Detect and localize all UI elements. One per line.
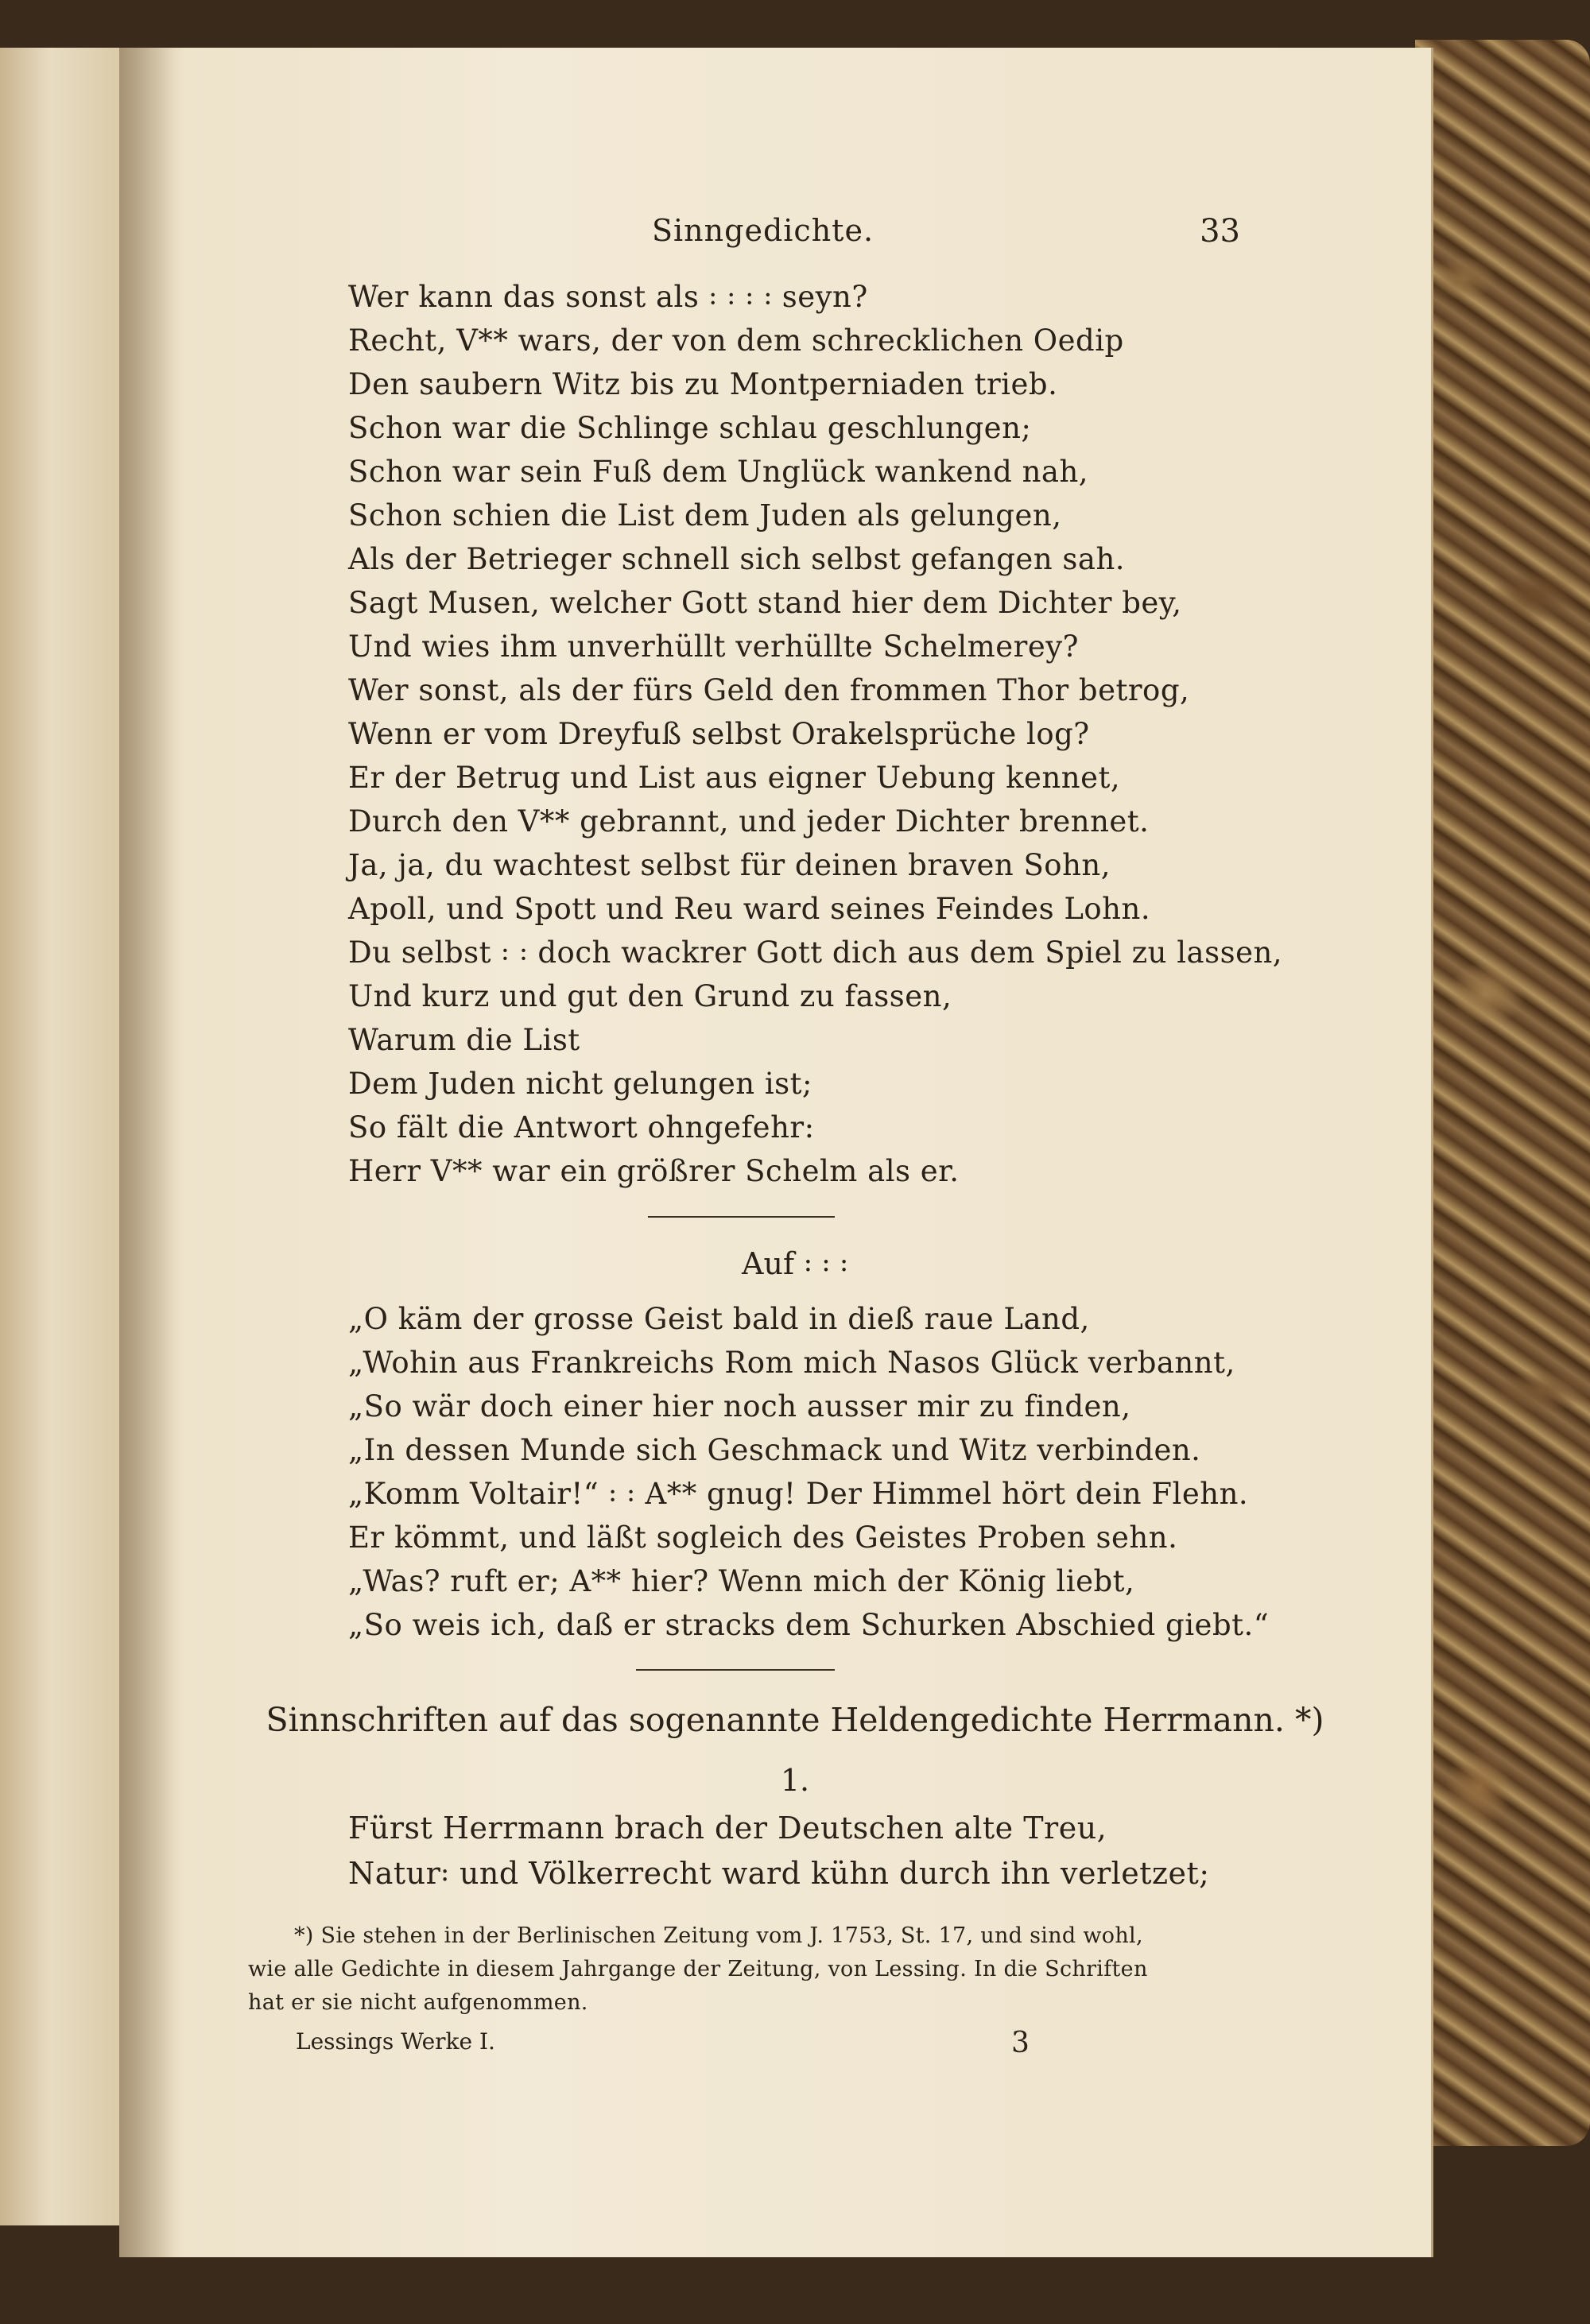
poem-line: Natur꞉ und Völkerrecht ward kühn durch ihn verletzet; <box>348 1856 1210 1891</box>
poem-line: „Wohin aus Frankreichs Rom mich Nasos Glück verbannt, <box>348 1346 1235 1380</box>
poem-line: Den saubern Witz bis zu Montperniaden trieb. <box>348 367 1058 401</box>
section-divider <box>648 1216 835 1218</box>
section-number: 1. <box>780 1763 810 1798</box>
section-heading: Sinnschriften auf das sogenannte Heldengedichte Herrmann. *) <box>266 1701 1324 1739</box>
poem-line: Fürst Herrmann brach der Deutschen alte Treu, <box>348 1811 1107 1846</box>
poem-line: Ja, ja, du wachtest selbst für deinen braven Sohn, <box>348 848 1111 882</box>
poem-line: Sagt Musen, welcher Gott stand hier dem Dichter bey, <box>348 586 1182 620</box>
poem-line: Und kurz und gut den Grund zu fassen, <box>348 979 952 1013</box>
poem-line: Er kömmt, und läßt sogleich des Geistes Proben sehn. <box>348 1520 1178 1555</box>
poem-line: „Komm Voltair!“ ꞉ ꞉ A** gnug! Der Himmel hört dein Flehn. <box>348 1477 1249 1511</box>
poem-line: Und wies ihm unverhüllt verhüllte Schelmerey? <box>348 629 1079 664</box>
poem-line: Wenn er vom Dreyfuß selbst Orakelsprüche log? <box>348 717 1090 751</box>
page-gutter-shadow <box>119 48 175 2257</box>
poem-line: „So weis ich, daß er stracks dem Schurken Abschied giebt.“ <box>348 1608 1270 1642</box>
poem-line: Schon war sein Fuß dem Unglück wankend nah, <box>348 455 1089 489</box>
section-divider <box>636 1669 835 1671</box>
poem-line: „Was? ruft er; A** hier? Wenn mich der König liebt, <box>348 1564 1135 1598</box>
poem-line: So fält die Antwort ohngefehr: <box>348 1110 815 1145</box>
poem-line: Du selbst ꞉ ꞉ doch wackrer Gott dich aus dem Spiel zu lassen, <box>348 935 1283 970</box>
poem-line: Herr V** war ein größrer Schelm als er. <box>348 1154 960 1188</box>
sheet-number: 3 <box>1011 2027 1030 2059</box>
poem-line: „O käm der grosse Geist bald in dieß raue Land, <box>348 1302 1090 1336</box>
poem-line: Wer kann das sonst als ꞉ ꞉ ꞉ ꞉ seyn? <box>348 280 868 314</box>
footnote-line: *) Sie stehen in der Berlinischen Zeitung vom J. 1753, St. 17, und sind wohl, <box>294 1923 1143 1948</box>
poem-line: Schon schien die List dem Juden als gelungen, <box>348 498 1062 533</box>
poem-2-title: Auf ꞉ ꞉ ꞉ <box>742 1246 848 1281</box>
poem-line: Wer sonst, als der fürs Geld den frommen Thor betrog, <box>348 673 1190 707</box>
footnote-line: hat er sie nicht aufgenommen. <box>248 1990 588 2015</box>
poem-line: Apoll, und Spott und Reu ward seines Feindes Lohn. <box>348 892 1151 926</box>
poem-line: Recht, V** wars, der von dem schrecklichen Oedip <box>348 323 1124 358</box>
poem-line: Durch den V** gebrannt, und jeder Dichter brennet. <box>348 804 1150 839</box>
poem-line: Warum die List <box>348 1023 580 1057</box>
poem-line: Als der Betrieger schnell sich selbst gefangen sah. <box>348 542 1126 576</box>
page-number: 33 <box>1200 213 1240 250</box>
footnote-line: wie alle Gedichte in diesem Jahrgange der Zeitung, von Lessing. In die Schriften <box>248 1957 1148 1981</box>
poem-line: Er der Betrug und List aus eigner Uebung kennet, <box>348 761 1121 795</box>
poem-line: „So wär doch einer hier noch ausser mir zu finden, <box>348 1389 1131 1423</box>
facing-page-edge <box>0 48 127 2225</box>
poem-line: „In dessen Munde sich Geschmack und Witz verbinden. <box>348 1433 1201 1467</box>
running-head: Sinngedichte. <box>652 213 874 248</box>
marbled-board-edge <box>1415 40 1590 2146</box>
page-header <box>334 213 1240 261</box>
printer-signature: Lessings Werke I. <box>296 2028 495 2055</box>
poem-line: Dem Juden nicht gelungen ist; <box>348 1067 812 1101</box>
poem-line: Schon war die Schlinge schlau geschlungen; <box>348 411 1032 445</box>
